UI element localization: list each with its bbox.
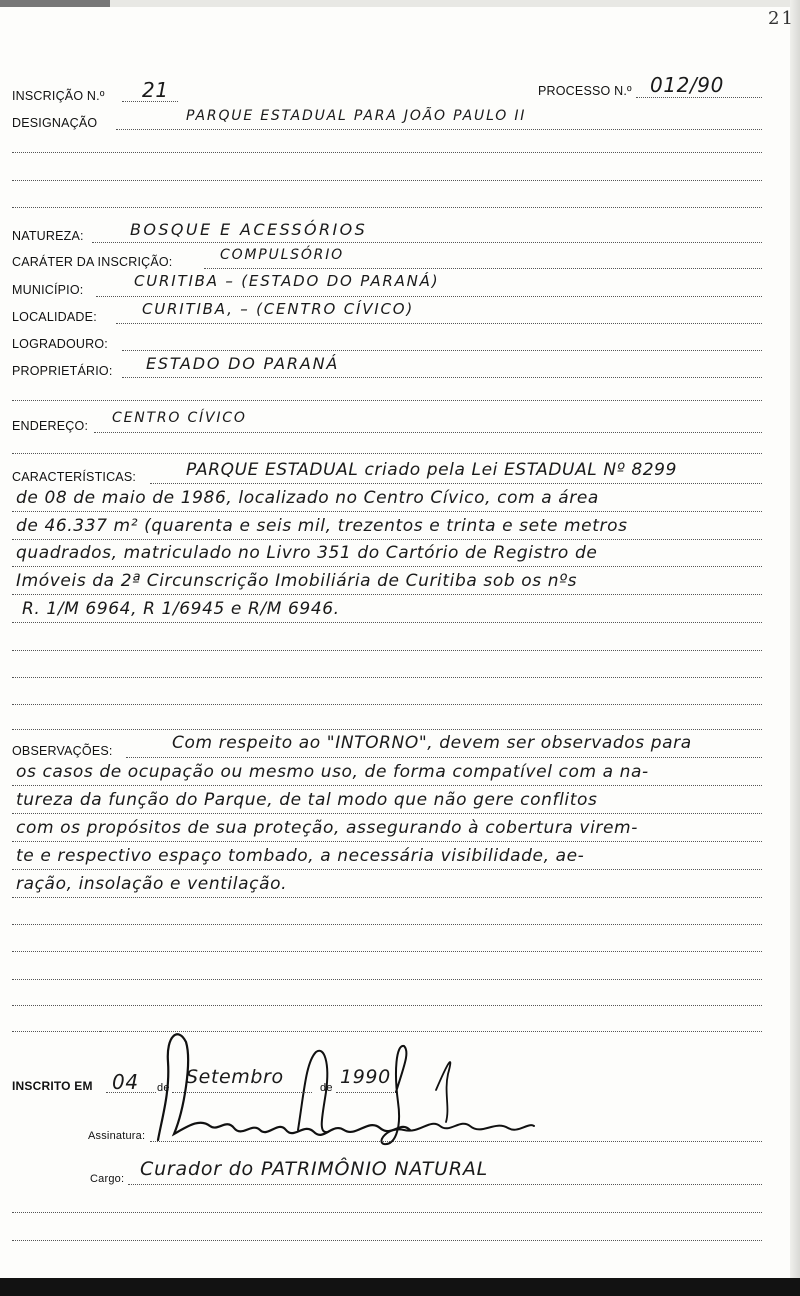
designacao-line bbox=[116, 129, 762, 130]
blank-line bbox=[12, 979, 762, 980]
caracteristicas-line-4: quadrados, matriculado no Livro 351 do Cartório de Registro de bbox=[16, 543, 598, 563]
blank-line bbox=[12, 152, 762, 153]
text-line bbox=[12, 869, 762, 870]
caracteristicas-label: CARACTERÍSTICAS: bbox=[12, 470, 137, 484]
scan-top-edge bbox=[0, 0, 800, 7]
caracteristicas-line-1: PARQUE ESTADUAL criado pela Lei ESTADUAL Nº 8299 bbox=[186, 460, 677, 480]
municipio-line bbox=[96, 296, 762, 297]
natureza-label: NATUREZA: bbox=[12, 229, 84, 243]
observacoes-line-5: te e respectivo espaço tombado, a necessária visibilidade, ae- bbox=[16, 846, 585, 866]
caracteristicas-line bbox=[150, 483, 762, 484]
logradouro-line bbox=[122, 350, 762, 351]
inscrito-de-2: de bbox=[320, 1082, 333, 1094]
blank-line bbox=[12, 180, 762, 181]
caracteristicas-line-2: de 08 de maio de 1986, localizado no Centro Cívico, com a área bbox=[16, 488, 599, 508]
blank-line bbox=[12, 924, 762, 925]
processo-value: 012/90 bbox=[650, 73, 724, 97]
caracteristicas-line-3: de 46.337 m² (quarenta e seis mil, trezentos e trinta e sete metros bbox=[16, 516, 628, 536]
page-number: 21 bbox=[768, 8, 795, 29]
observacoes-line-1: Com respeito ao "INTORNO", devem ser observados para bbox=[172, 733, 692, 753]
cargo-label: Cargo: bbox=[90, 1173, 125, 1185]
observacoes-line-6: ração, insolação e ventilação. bbox=[16, 874, 288, 894]
blank-line bbox=[12, 1005, 762, 1006]
municipio-label: MUNICÍPIO: bbox=[12, 283, 84, 297]
observacoes-line-3: tureza da função do Parque, de tal modo que não gere conflitos bbox=[16, 790, 598, 810]
designacao-value: PARQUE ESTADUAL PARA JOÃO PAULO II bbox=[186, 108, 527, 124]
carater-value: COMPULSÓRIO bbox=[220, 247, 344, 263]
blank-line bbox=[12, 951, 762, 952]
localidade-label: LOCALIDADE: bbox=[12, 310, 97, 324]
processo-line bbox=[636, 97, 762, 98]
text-line bbox=[12, 841, 762, 842]
carater-line bbox=[204, 268, 762, 269]
endereco-value: CENTRO CÍVICO bbox=[112, 410, 247, 426]
blank-line bbox=[12, 453, 762, 454]
endereco-label: ENDEREÇO: bbox=[12, 419, 89, 433]
blank-line bbox=[12, 207, 762, 208]
natureza-value: BOSQUE E ACESSÓRIOS bbox=[130, 220, 368, 239]
assinatura-label: Assinatura: bbox=[88, 1130, 146, 1142]
observacoes-line-2: os casos de ocupação ou mesmo uso, de forma compatível com a na- bbox=[16, 762, 649, 782]
text-line bbox=[12, 622, 762, 623]
cargo-value: Curador do PATRIMÔNIO NATURAL bbox=[140, 1158, 489, 1180]
scan-right-edge bbox=[790, 0, 800, 1278]
observacoes-line bbox=[126, 757, 762, 758]
blank-line bbox=[12, 1212, 762, 1213]
designacao-label: DESIGNAÇÃO bbox=[12, 116, 98, 130]
caracteristicas-line-6: R. 1/M 6964, R 1/6945 e R/M 6946. bbox=[22, 599, 340, 619]
municipio-value: CURITIBA – (ESTADO DO PARANÁ) bbox=[134, 272, 440, 290]
text-line bbox=[12, 566, 762, 567]
carater-label: CARÁTER DA INSCRIÇÃO: bbox=[12, 255, 173, 269]
text-line bbox=[12, 511, 762, 512]
text-line bbox=[12, 539, 762, 540]
inscrito-label: INSCRITO EM bbox=[12, 1079, 93, 1093]
blank-line bbox=[12, 704, 762, 705]
observacoes-line-4: com os propósitos de sua proteção, assegurando à cobertura virem- bbox=[16, 818, 638, 838]
scan-bottom-edge bbox=[0, 1278, 800, 1296]
processo-label: PROCESSO N.º bbox=[538, 84, 632, 98]
blank-line bbox=[12, 400, 762, 401]
blank-line bbox=[12, 1031, 100, 1032]
observacoes-label: OBSERVAÇÕES: bbox=[12, 744, 113, 758]
blank-line bbox=[12, 1240, 762, 1241]
text-line bbox=[12, 785, 762, 786]
inscrito-year: 1990 bbox=[340, 1066, 391, 1088]
text-line bbox=[12, 897, 762, 898]
localidade-value: CURITIBA, – (CENTRO CÍVICO) bbox=[142, 300, 415, 318]
blank-line bbox=[12, 729, 762, 730]
proprietario-value: ESTADO DO PARANÁ bbox=[146, 354, 340, 373]
inscricao-label: INSCRIÇÃO N.º bbox=[12, 89, 105, 103]
text-line bbox=[12, 813, 762, 814]
blank-line bbox=[12, 677, 762, 678]
text-line bbox=[12, 594, 762, 595]
cargo-line bbox=[128, 1184, 762, 1185]
logradouro-label: LOGRADOURO: bbox=[12, 337, 108, 351]
endereco-line bbox=[94, 432, 762, 433]
proprietario-label: PROPRIETÁRIO: bbox=[12, 364, 113, 378]
inscrito-month: Setembro bbox=[186, 1066, 284, 1088]
signature-scribble bbox=[148, 1022, 538, 1162]
inscricao-value: 21 bbox=[142, 78, 169, 102]
blank-line bbox=[12, 650, 762, 651]
inscrito-day: 04 bbox=[112, 1070, 139, 1094]
caracteristicas-line-5: Imóveis da 2ª Circunscrição Imobiliária de Curitiba sob os nºs bbox=[16, 571, 578, 591]
inscrito-de-1: de bbox=[157, 1082, 170, 1094]
natureza-line bbox=[92, 242, 762, 243]
localidade-line bbox=[116, 323, 762, 324]
proprietario-line bbox=[122, 377, 762, 378]
